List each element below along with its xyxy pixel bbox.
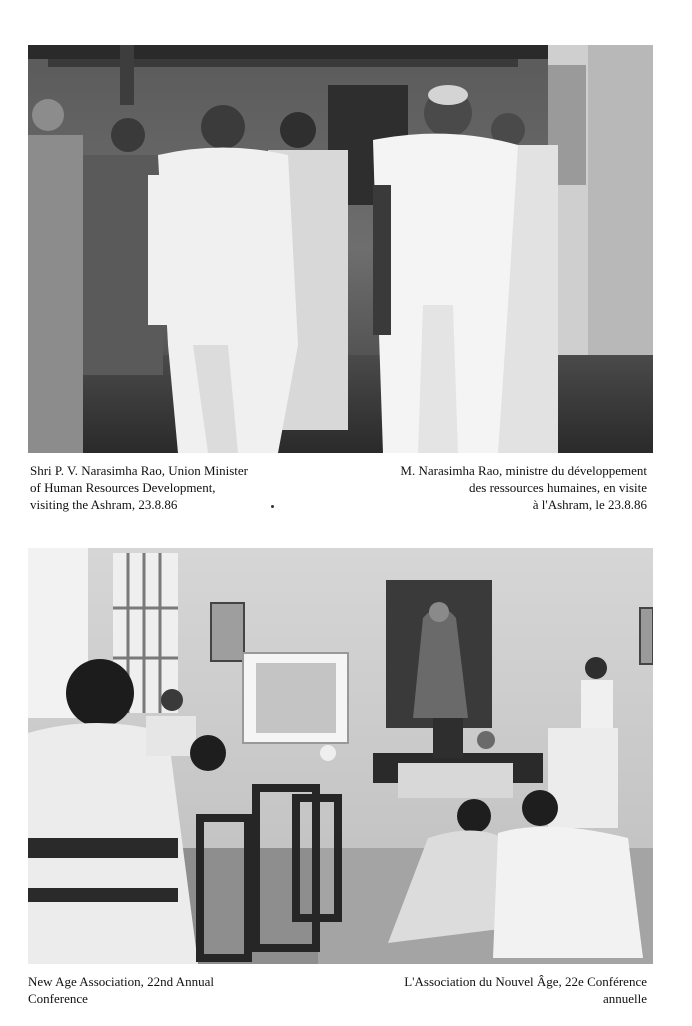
caption-line: L'Association du Nouvel Âge, 22e Conférence bbox=[404, 974, 647, 989]
photo-ministers-visit-drawing bbox=[28, 45, 653, 453]
caption-line: à l'Ashram, le 23.8.86 bbox=[532, 497, 647, 512]
photo-ministers-visit bbox=[28, 45, 653, 453]
caption-line: Shri P. V. Narasimha Rao, Union Minister bbox=[30, 463, 248, 478]
caption-line: annuelle bbox=[602, 991, 647, 1006]
caption-line: des ressources humaines, en visite bbox=[469, 480, 647, 495]
photo-annual-conference-drawing bbox=[28, 548, 653, 964]
caption-bottom-french bbox=[330, 973, 647, 1007]
caption-bottom-english bbox=[28, 973, 328, 1007]
caption-line: M. Narasimha Rao, ministre du développement bbox=[400, 463, 647, 478]
caption-line: visiting the Ashram, 23.8.86 bbox=[30, 497, 178, 512]
caption-top-english bbox=[30, 462, 330, 513]
photo-annual-conference bbox=[28, 548, 653, 964]
print-speck bbox=[271, 505, 274, 508]
caption-top-french bbox=[330, 462, 647, 513]
caption-line: of Human Resources Development, bbox=[30, 480, 216, 495]
caption-line: Conference bbox=[28, 991, 88, 1006]
caption-line: New Age Association, 22nd Annual bbox=[28, 974, 214, 989]
